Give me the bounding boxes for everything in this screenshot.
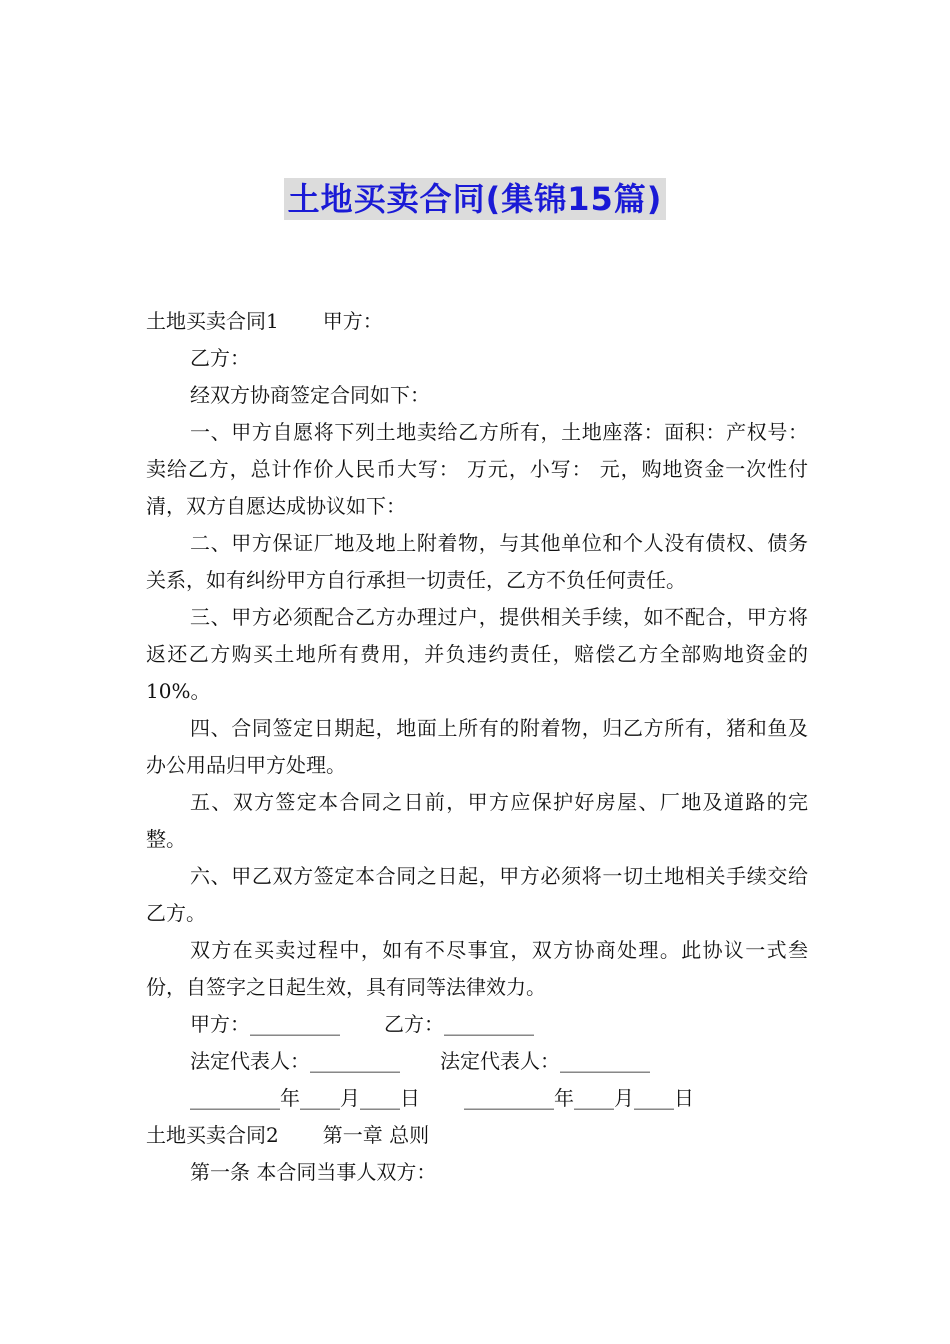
- clause-2: 二、甲方保证厂地及地上附着物，与其他单位和个人没有债权、债务关系，如有纠纷甲方自行承担一切责任，乙方不负任何责任。: [146, 531, 808, 592]
- sign-party-a: 甲方：_________: [190, 1012, 340, 1036]
- clause-6: 六、甲乙双方签定本合同之日起，甲方必须将一切土地相关手续交给乙方。: [146, 864, 808, 925]
- clause-4: 四、合同签定日期起，地面上所有的附着物，归乙方所有，猪和鱼及办公用品归甲方处理。: [146, 716, 808, 777]
- clause-1: 一、甲方自愿将下列土地卖给乙方所有，土地座落：面积：产权号： 卖给乙方，总计作价人民币大写： 万元，小写： 元，购地资金一次性付清，双方自愿达成协议如下：: [146, 420, 808, 518]
- contract1-heading-line: [146, 303, 808, 340]
- party-b-label: 乙方：: [190, 346, 250, 370]
- document-body: [146, 303, 808, 1191]
- sign-rep-b: 法定代表人：_________: [440, 1049, 650, 1073]
- title-container: [0, 178, 950, 220]
- sign-date-a: _________年____月____日: [190, 1086, 420, 1110]
- signature-dates-line: [146, 1080, 808, 1117]
- party-a-label: 甲方：: [322, 309, 383, 333]
- signature-reps-line: [146, 1043, 808, 1080]
- sign-party-b: 乙方：_________: [384, 1012, 534, 1036]
- document-title: 土地买卖合同(集锦15篇): [284, 178, 667, 220]
- sign-date-b: _________年____月____日: [464, 1086, 694, 1110]
- contract2-heading: 土地买卖合同2: [146, 1123, 279, 1147]
- contract2-chapter: 第一章 总则: [322, 1123, 430, 1147]
- clause-3: 三、甲方必须配合乙方办理过户，提供相关手续，如不配合，甲方将返还乙方购买土地所有费用，并负违约责任，赔偿乙方全部购地资金的10%。: [146, 605, 808, 703]
- signature-parties-line: [146, 1006, 808, 1043]
- sign-rep-a: 法定代表人：_________: [190, 1049, 400, 1073]
- contract2-article-1: 第一条 本合同当事人双方：: [190, 1160, 437, 1184]
- clause-5: 五、双方签定本合同之日前，甲方应保护好房屋、厂地及道路的完整。: [146, 790, 808, 851]
- contract1-intro: 经双方协商签定合同如下：: [190, 383, 430, 407]
- closing-clause: 双方在买卖过程中，如有不尽事宜，双方协商处理。此协议一式叁份，自签字之日起生效，具有同等法律效力。: [146, 938, 808, 999]
- contract2-heading-line: [146, 1117, 808, 1154]
- contract1-heading: 土地买卖合同1: [146, 309, 279, 333]
